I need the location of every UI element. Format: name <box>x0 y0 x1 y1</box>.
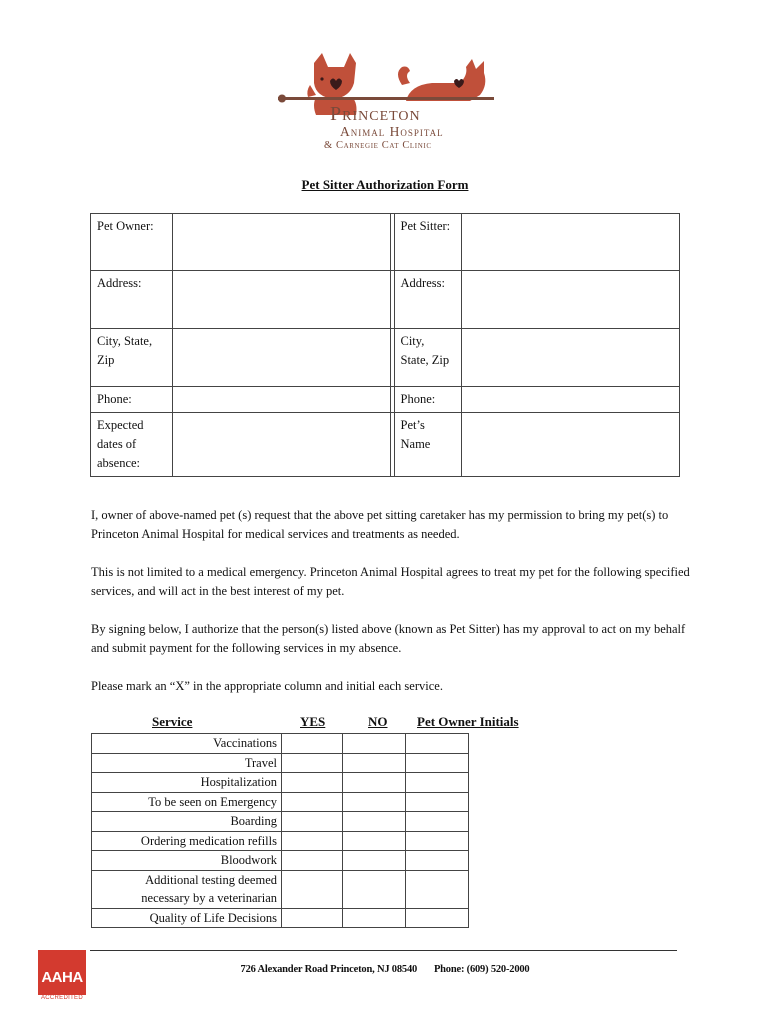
pet-sitter-label: Pet Sitter: <box>394 214 462 271</box>
owner-address-field[interactable] <box>173 271 391 329</box>
aaha-accredited-badge <box>38 950 86 1005</box>
owner-phone-label: Phone: <box>91 387 173 413</box>
footer-contact <box>0 964 770 975</box>
footer-phone: Phone: (609) 520-2000 <box>433 964 530 975</box>
no-cell[interactable] <box>343 792 406 812</box>
table-row <box>92 734 469 754</box>
yes-cell[interactable] <box>282 908 343 928</box>
sitter-city-state-zip-field[interactable] <box>462 329 680 387</box>
initials-cell[interactable] <box>406 734 469 754</box>
no-cell[interactable] <box>343 851 406 871</box>
service-name: Ordering medication refills <box>92 831 282 851</box>
yes-cell[interactable] <box>282 773 343 793</box>
service-name: Travel <box>92 753 282 773</box>
table-row <box>92 773 469 793</box>
sitter-phone-label: Phone: <box>394 387 462 413</box>
no-cell[interactable] <box>343 831 406 851</box>
expected-dates-field[interactable] <box>173 413 391 477</box>
table-row <box>92 851 469 871</box>
owner-sitter-info-table <box>90 213 680 477</box>
service-name: Quality of Life Decisions <box>92 908 282 928</box>
form-title: Pet Sitter Authorization Form <box>301 177 469 192</box>
yes-cell[interactable] <box>282 753 343 773</box>
service-name: To be seen on Emergency <box>92 792 282 812</box>
footer-address: 726 Alexander Road Princeton, NJ 08540 <box>240 964 418 975</box>
service-name: Vaccinations <box>92 734 282 754</box>
no-cell[interactable] <box>343 908 406 928</box>
owner-city-state-zip-label: City, State, Zip <box>91 329 173 387</box>
no-cell[interactable] <box>343 753 406 773</box>
initials-cell[interactable] <box>406 870 469 908</box>
services-paragraph: This is not limited to a medical emergency. Princeton Animal Hospital agrees to treat my pet for the following specified services, and will act in the best interest of my pet. <box>91 565 690 598</box>
initials-cell[interactable] <box>406 773 469 793</box>
initials-cell[interactable] <box>406 851 469 871</box>
no-cell[interactable] <box>343 773 406 793</box>
table-row <box>92 792 469 812</box>
yes-cell[interactable] <box>282 831 343 851</box>
initials-cell[interactable] <box>406 812 469 832</box>
yes-cell[interactable] <box>282 792 343 812</box>
initials-cell[interactable] <box>406 753 469 773</box>
initials-cell[interactable] <box>406 908 469 928</box>
sitter-phone-field[interactable] <box>462 387 680 413</box>
hospital-logo <box>270 45 502 157</box>
service-name: Bloodwork <box>92 851 282 871</box>
owner-address-label: Address: <box>91 271 173 329</box>
pet-owner-field[interactable] <box>173 214 391 271</box>
services-table <box>91 733 469 928</box>
yes-column-header: YES <box>300 714 326 729</box>
initials-cell[interactable] <box>406 792 469 812</box>
yes-cell[interactable] <box>282 812 343 832</box>
no-cell[interactable] <box>343 870 406 908</box>
expected-dates-label: Expected dates of absence: <box>91 413 173 477</box>
initials-column-header: Pet Owner Initials <box>417 714 519 729</box>
sitter-city-state-zip-label: City, State, Zip <box>394 329 462 387</box>
table-row <box>92 831 469 851</box>
authorization-paragraph: I, owner of above-named pet (s) request that the above pet sitting caretaker has my permission to bring my pet(s) to Princeton Animal Hospital for medical services and treatments as needed. <box>91 508 669 541</box>
owner-city-state-zip-field[interactable] <box>173 329 391 387</box>
table-row <box>92 870 469 908</box>
pets-name-field[interactable] <box>462 413 680 477</box>
table-row <box>92 908 469 928</box>
aaha-mark: AAHA <box>41 969 83 986</box>
yes-cell[interactable] <box>282 734 343 754</box>
footer-divider <box>90 950 677 951</box>
pet-sitter-field[interactable] <box>462 214 680 271</box>
sitter-address-label: Address: <box>394 271 462 329</box>
pets-name-label: Pet’s Name <box>394 413 462 477</box>
no-cell[interactable] <box>343 812 406 832</box>
yes-cell[interactable] <box>282 851 343 871</box>
service-name: Boarding <box>92 812 282 832</box>
service-column-header: Service <box>152 714 193 729</box>
no-cell[interactable] <box>343 734 406 754</box>
no-column-header: NO <box>368 714 388 729</box>
sitter-address-field[interactable] <box>462 271 680 329</box>
table-row <box>92 753 469 773</box>
initials-cell[interactable] <box>406 831 469 851</box>
instructions-paragraph: Please mark an “X” in the appropriate column and initial each service. <box>91 679 443 693</box>
service-name: Additional testing deemed necessary by a veterinarian <box>92 870 282 908</box>
logo-line-3: & Carnegie Cat Clinic <box>324 140 432 151</box>
yes-cell[interactable] <box>282 870 343 908</box>
pet-owner-label: Pet Owner: <box>91 214 173 271</box>
logo-line-1: Princeton <box>330 103 421 125</box>
aaha-accredited-label: ACCREDITED <box>40 995 83 1001</box>
table-row <box>92 812 469 832</box>
owner-phone-field[interactable] <box>173 387 391 413</box>
payment-paragraph: By signing below, I authorize that the person(s) listed above (known as Pet Sitter) has my approval to act on my behalf and submit payment for the following services in my absence. <box>91 622 686 655</box>
logo-line-2: Animal Hospital <box>340 124 444 139</box>
service-name: Hospitalization <box>92 773 282 793</box>
